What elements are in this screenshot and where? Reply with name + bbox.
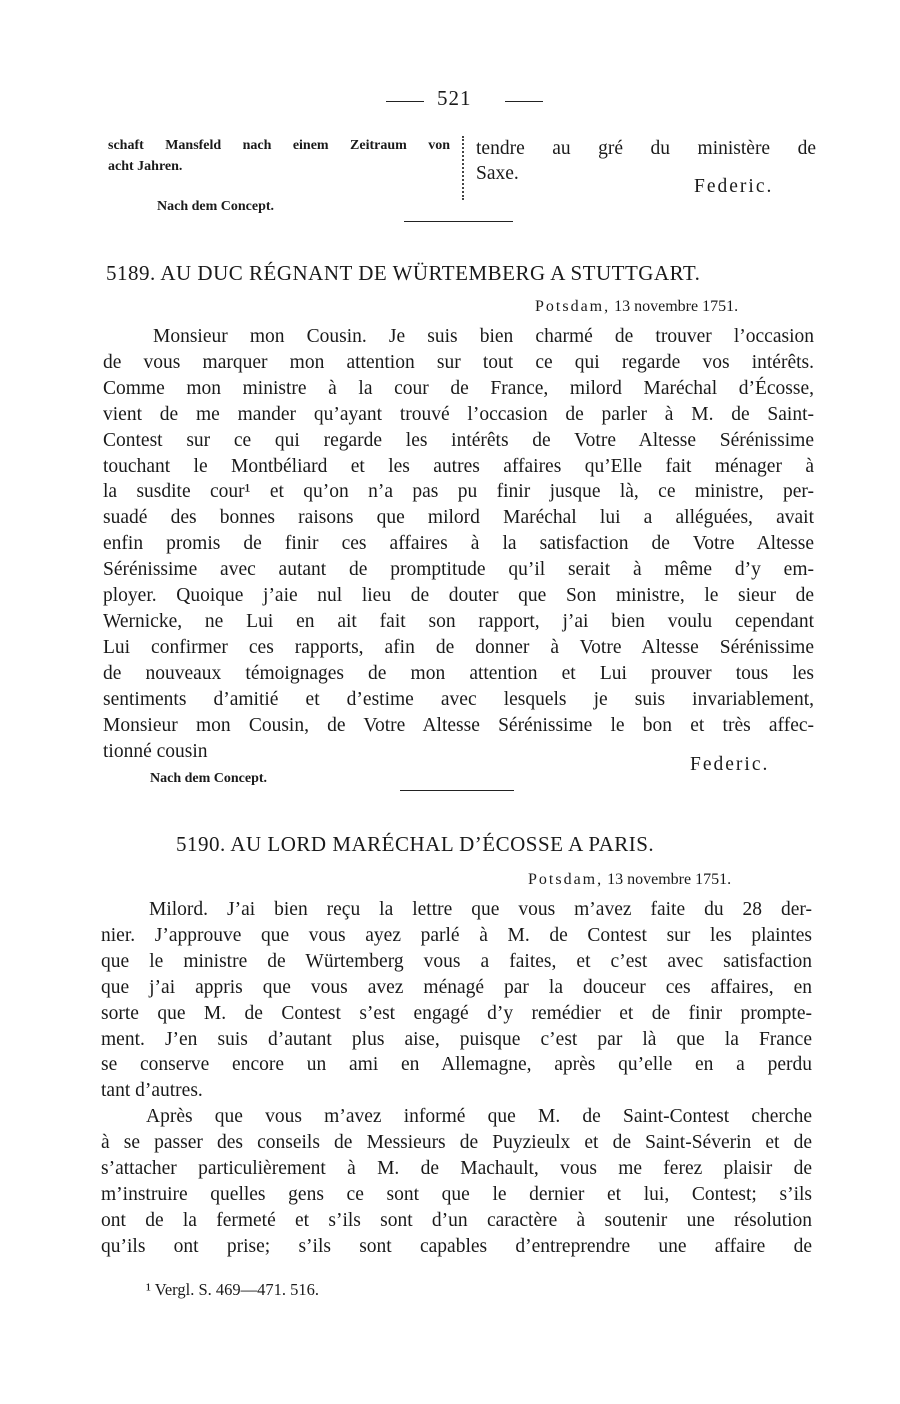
prev-left-line-2: acht Jahren. <box>108 159 183 174</box>
letter-5189-dateline <box>535 298 738 316</box>
letter-5189-line: de vous marquer mon attention sur tout ce qui regarde vos intérêts. <box>103 351 814 373</box>
letter-5189-heading: 5189. AU DUC RÉGNANT DE WÜRTEMBERG A STUTTGART. <box>106 261 701 285</box>
letter-5189-line: Monsieur mon Cousin, de Votre Altesse Sérénissime le bon et très affec- <box>103 714 814 736</box>
letter-5189-line: Monsieur mon Cousin. Je suis bien charmé de trouver l’occasion <box>153 326 814 347</box>
letter-5189-date: 13 novembre 1751. <box>614 298 739 315</box>
letter-5190-line: Après que vous m’avez informé que M. de Saint-Contest cherche <box>146 1106 812 1128</box>
letter-5189-line: Comme mon ministre à la cour de France, milord Maréchal d’Écosse, <box>103 377 814 399</box>
letter-5190-line: nier. J’approuve que vous ayez parlé à M. de Contest sur les plaintes <box>101 924 812 946</box>
letter-5189-line: Lui confirmer ces rapports, afin de donner à Votre Altesse Sérénissime <box>103 636 814 658</box>
letter-5190-heading: 5190. AU LORD MARÉCHAL D’ÉCOSSE A PARIS. <box>176 832 655 856</box>
separator-rule <box>404 221 513 222</box>
letter-5189-line: Wernicke, ne Lui en ait fait son rapport, j’ai bien voulu cependant <box>103 610 814 632</box>
prev-right-line-2: Saxe. <box>476 163 519 184</box>
letter-5190-line: se conserve encore un ami en Allemagne, après qu’elle en a perdu <box>101 1054 812 1076</box>
letter-5190-line: tant d’autres. <box>101 1080 203 1102</box>
prev-signature: Federic. <box>694 176 774 197</box>
prev-source-note: Nach dem Concept. <box>157 199 275 214</box>
letter-5190-line: que le ministre de Würtemberg vous a faites, et c’est avec satisfaction <box>101 950 812 972</box>
letter-5189-line: tionné cousin <box>103 740 208 762</box>
letter-5189-body <box>103 324 814 764</box>
letter-5190-line: sorte que M. de Contest s’est engagé d’y remédier et de finir prompte- <box>101 1002 812 1024</box>
letter-5190-line: ment. J’en suis d’autant plus aise, puisque c’est par là que la France <box>101 1028 812 1050</box>
letter-5189-line: la susdite cour¹ et qu’on n’a pas pu finir jusque là, ce ministre, per- <box>103 481 814 503</box>
letter-5190-dateline <box>528 871 731 889</box>
letter-5189-line: Sérénissime avec autant de promptitude qu’il serait à même d’y em- <box>103 559 814 581</box>
letter-5189-line: suadé des bonnes raisons que milord Maréchal lui a alléguées, avait <box>103 507 814 529</box>
letter-5189-source-note: Nach dem Concept. <box>150 771 268 786</box>
letter-5190-line: que j’ai appris que vous avez ménagé par la douceur ces affaires, en <box>101 976 812 998</box>
letter-5189-signature: Federic. <box>690 754 770 775</box>
page-number: 521 <box>437 86 472 110</box>
letter-5189-line: sentiments d’amitié et d’estime avec lesquels je suis invariablement, <box>103 688 814 710</box>
page-number-dash-left <box>386 101 424 102</box>
letter-5189-line: Contest sur ce qui regarde les intérêts de Votre Altesse Sérénissime <box>103 429 814 451</box>
letter-5190-line: à se passer des conseils de Messieurs de Puyzieulx et de Saint-Séverin et de <box>101 1132 812 1154</box>
letter-5190-line: ont de la fermeté et s’ils sont d’un caractère à soutenir une résolution <box>101 1209 812 1231</box>
prev-left-column <box>108 135 450 177</box>
letter-5190-body <box>101 897 812 1260</box>
letter-5189-line: vient de me mander qu’ayant trouvé l’occasion de parler à M. de Saint- <box>103 403 814 425</box>
letter-5189-line: ployer. Quoique j’aie nul lieu de douter que Son ministre, le sieur de <box>103 585 814 607</box>
separator-rule <box>400 790 514 791</box>
letter-5190-line: qu’ils ont prise; s’ils sont capables d’entreprendre une affaire de <box>101 1235 812 1257</box>
column-divider <box>462 136 464 200</box>
letter-5189-place: Potsdam, <box>535 298 611 315</box>
footnote: ¹ Vergl. S. 469—471. 516. <box>146 1280 320 1299</box>
letter-5189-line: touchant le Montbéliard et les autres affaires qu’Elle fait ménager à <box>103 455 814 477</box>
letter-5190-date: 13 novembre 1751. <box>607 871 732 888</box>
page-number-dash-right <box>505 101 543 102</box>
letter-5189-line: de nouveaux témoignages de mon attention et Lui prouver tous les <box>103 662 814 684</box>
letter-5189-line: enfin promis de finir ces affaires à la satisfaction de Votre Altesse <box>103 533 814 555</box>
letter-5190-line: Milord. J’ai bien reçu la lettre que vous m’avez faite du 28 der- <box>149 899 812 920</box>
prev-left-line-1: schaft Mansfeld nach einem Zeitraum von <box>108 138 450 153</box>
letter-5190-line: s’attacher particulièrement à M. de Machault, vous me ferez plaisir de <box>101 1158 812 1180</box>
letter-5190-line: m’instruire quelles gens ce sont que le dernier et lui, Contest; s’ils <box>101 1183 812 1205</box>
letter-5190-place: Potsdam, <box>528 871 604 888</box>
prev-right-line-1: tendre au gré du ministère de <box>476 138 816 159</box>
